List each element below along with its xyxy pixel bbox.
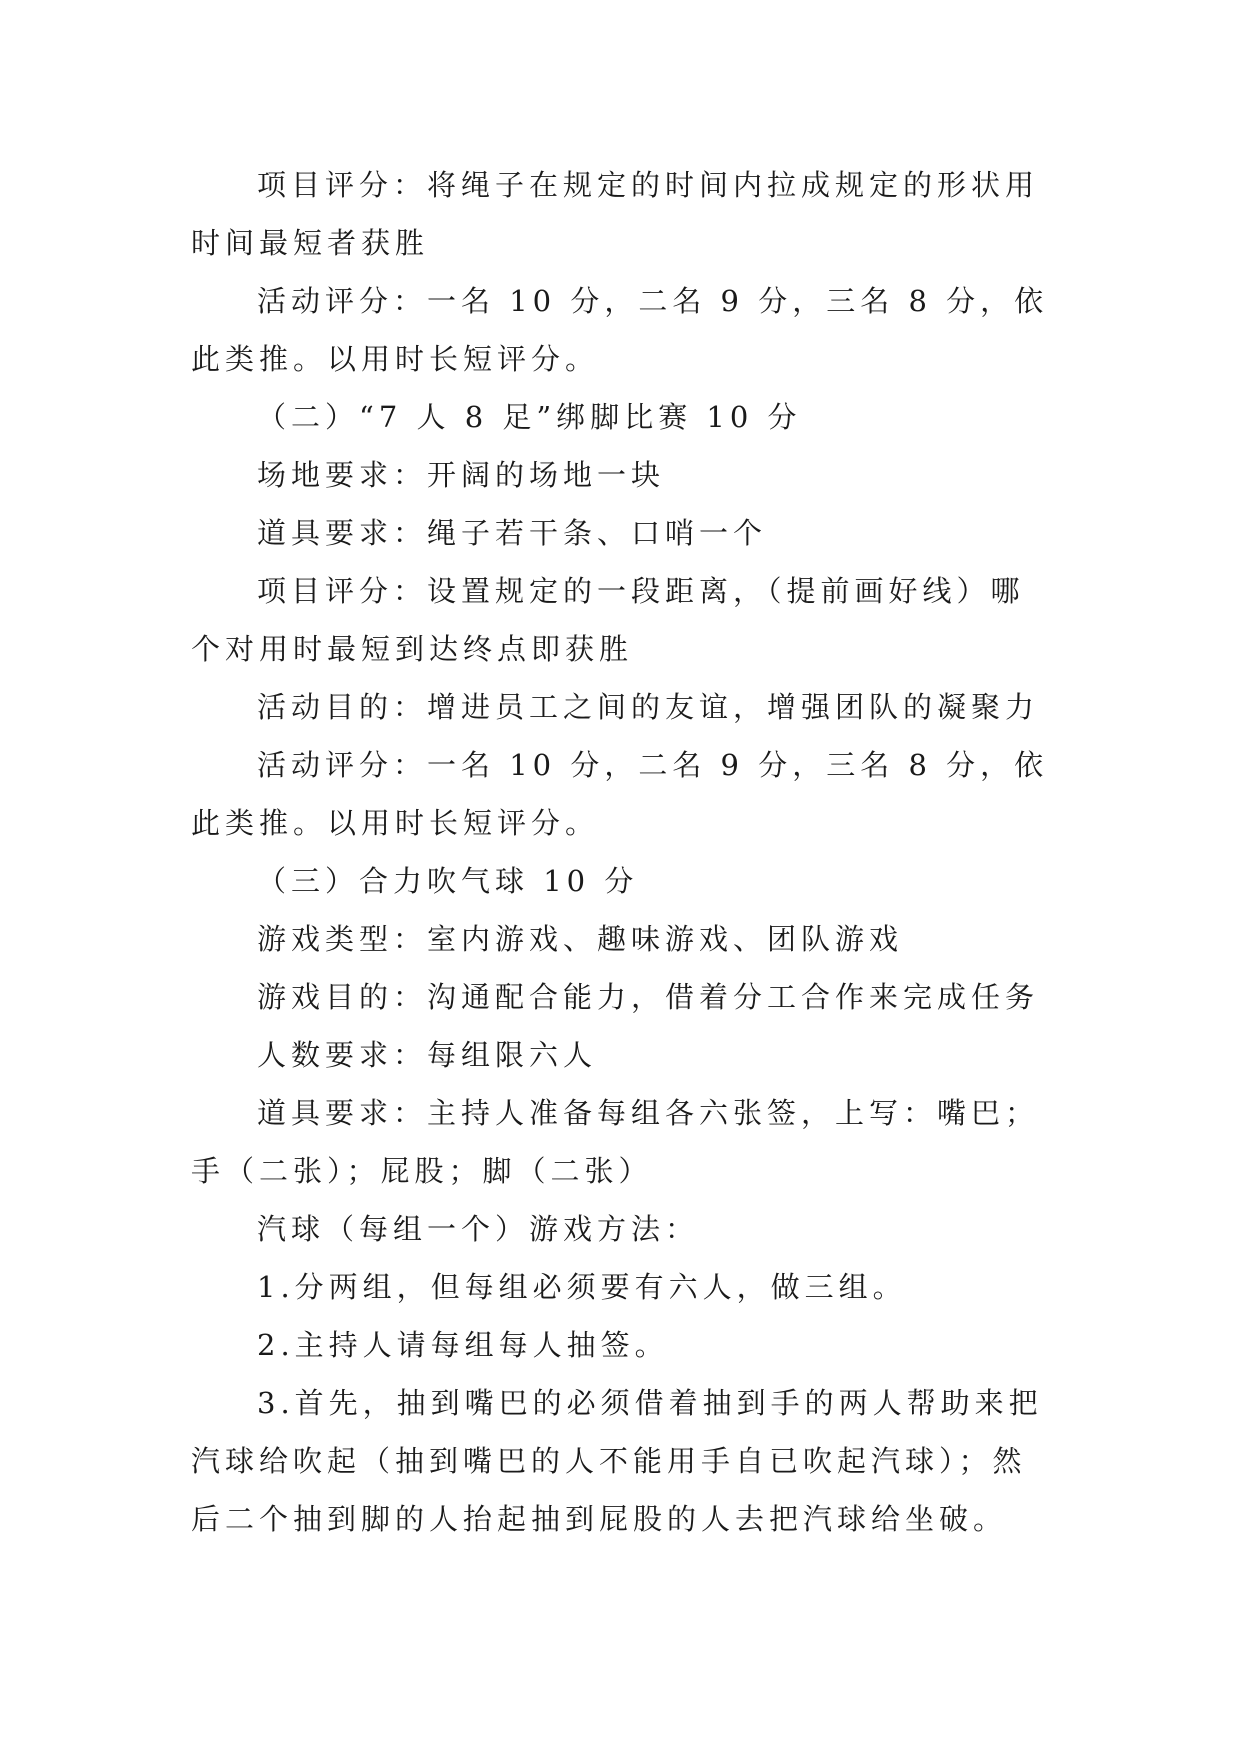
- document-body: [191, 156, 1051, 1548]
- list-item-step-1: 1.分两组，但每组必须要有六人，做三组。: [257, 1270, 907, 1304]
- paragraph-headcount-requirement: 人数要求：每组限六人: [257, 1038, 598, 1072]
- list-item-step-3: 3.首先，抽到嘴巴的必须借着抽到手的两人帮助来把汽球给吹起（抽到嘴巴的人不能用手自已吹起汽球）；然后二个抽到脚的人抬起抽到屁股的人去把汽球给坐破。: [191, 1386, 1043, 1536]
- paragraph-activity-purpose: 活动目的：增进员工之间的友谊，增强团队的凝聚力: [257, 690, 1040, 724]
- paragraph-props-requirement-1: 道具要求：绳子若干条、口哨一个: [257, 516, 768, 550]
- paragraph-props-requirement-2: 道具要求：主持人准备每组各六张签，上写：嘴巴；手（二张）；屁股；脚（二张）: [191, 1096, 1040, 1188]
- paragraph-activity-scoring-2: 活动评分：一名 10 分，二名 9 分，三名 8 分，依此类推。以用时长短评分。: [191, 748, 1049, 840]
- paragraph-project-scoring-2: 项目评分：设置规定的一段距离，（提前画好线）哪个对用时最短到达终点即获胜: [191, 574, 1025, 666]
- paragraph-project-scoring-1: 项目评分：将绳子在规定的时间内拉成规定的形状用时间最短者获胜: [191, 168, 1040, 260]
- section-heading-2: （二）“7 人 8 足”绑脚比赛 10 分: [257, 400, 802, 434]
- paragraph-game-type: 游戏类型：室内游戏、趣味游戏、团队游戏: [257, 922, 904, 956]
- list-item-step-2: 2.主持人请每组每人抽签。: [257, 1328, 669, 1362]
- paragraph-venue-requirement: 场地要求：开阔的场地一块: [257, 458, 666, 492]
- paragraph-game-purpose: 游戏目的：沟通配合能力，借着分工合作来完成任务: [257, 980, 1040, 1014]
- paragraph-game-method-intro: 汽球（每组一个）游戏方法：: [257, 1212, 700, 1246]
- section-heading-3: （三）合力吹气球 10 分: [257, 864, 639, 898]
- paragraph-activity-scoring-1: 活动评分：一名 10 分，二名 9 分，三名 8 分，依此类推。以用时长短评分。: [191, 284, 1049, 376]
